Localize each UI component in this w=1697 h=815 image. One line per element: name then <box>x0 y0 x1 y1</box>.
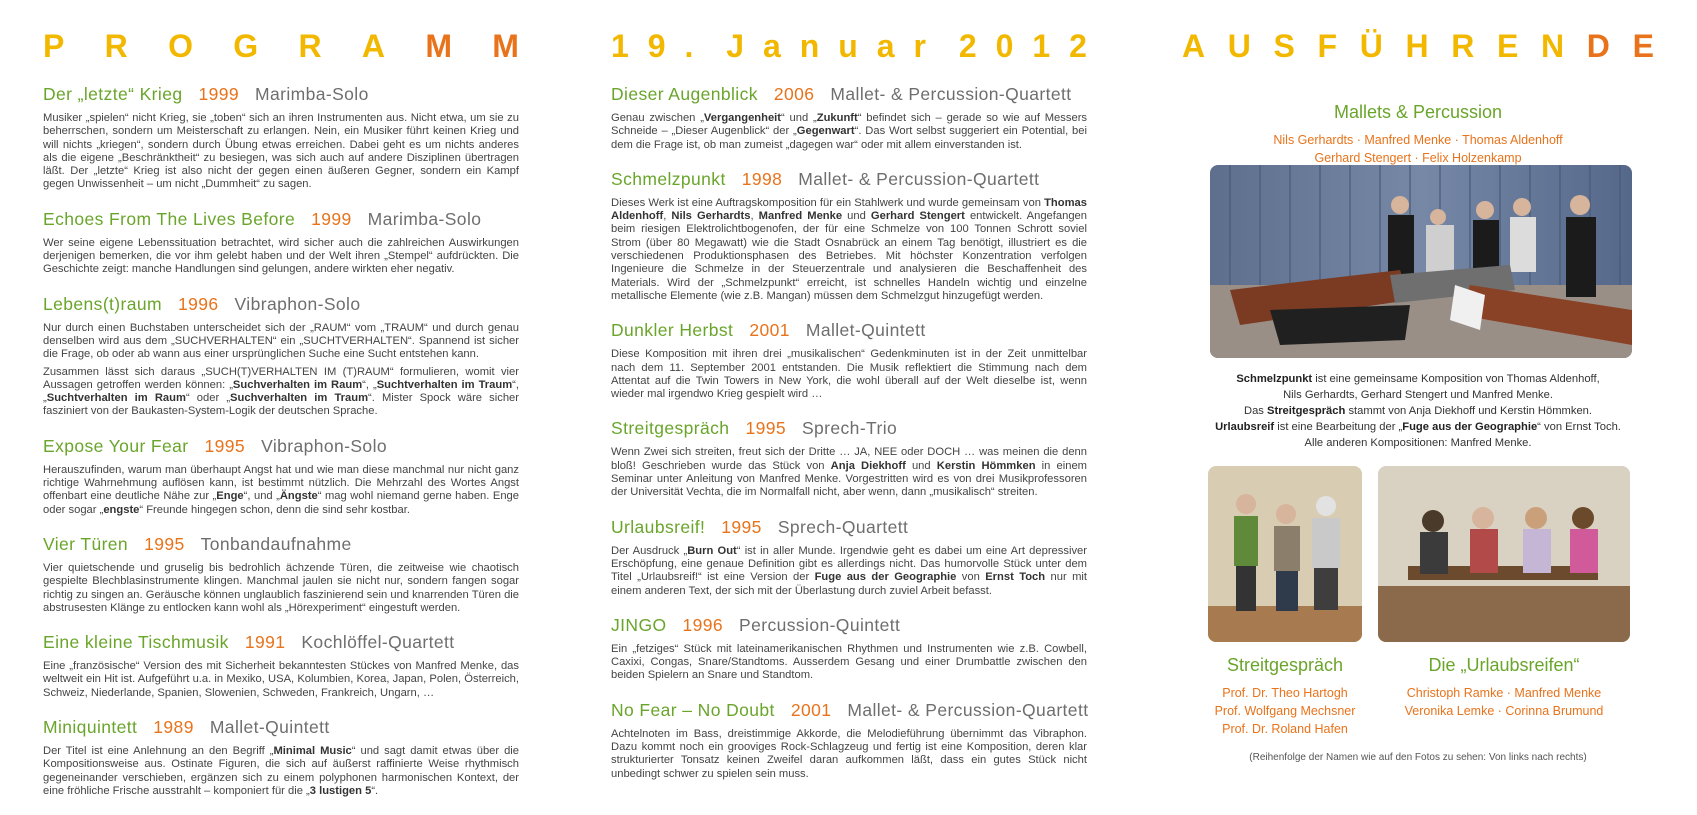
program-entries-middle <box>611 84 1087 781</box>
piece-instrumentation: Vibraphon-Solo <box>261 435 387 456</box>
ensemble-members <box>1182 131 1654 167</box>
heading-letter: a <box>763 28 781 64</box>
piece-year: 1989 <box>153 717 194 738</box>
piece-description: Der Ausdruck „Burn Out“ ist in aller Munde. Irgendwie geht es dabei um eine Art depressiver Erschöpfung, eine genaue Definition gibt es allerdings nicht. Das humorvolle Stück unter dem Titel „Urlaubsreif!“ ist eine Version der Fuge aus der Geographie von Ernst Toch nur mit einem anderen Text, der sich mit der Überlastung durch zuviel Arbeit befasst. <box>611 544 1087 597</box>
heading-letter: P <box>43 28 65 64</box>
piece-year: 2006 <box>773 84 815 104</box>
credit-line: Urlaubsreif ist eine Bearbeitung der „Fuge aus der Geographie“ von Ernst Toch. <box>1215 421 1621 433</box>
credit-line: Das Streitgespräch stammt von Anja Diekhoff und Kerstin Hömmken. <box>1243 405 1592 417</box>
program-entry-title <box>43 209 519 229</box>
program-entry-title <box>43 534 519 554</box>
heading-letter: U <box>1227 28 1251 64</box>
piece-year: 1999 <box>198 84 239 104</box>
ausfuehrende-heading <box>1182 28 1654 72</box>
piece-year: 1996 <box>178 293 219 314</box>
ensemble-title: Mallets & Percussion <box>1333 102 1503 122</box>
heading-letter: R <box>298 28 322 64</box>
piece-instrumentation: Percussion-Quintett <box>739 614 901 635</box>
piece-title: Der „letzte“ Krieg <box>43 84 183 104</box>
piece-description: Wenn Zwei sich streiten, freut sich der Dritte … JA, NEE oder DOCH … was meinen die denn bloß! Geschrieben wurde das Stück von Anja Diekhoff und Kerstin Hömmken in einem Seminar unter Anleitung von Manfred Menke. Vorgestritten wird es von drei Musikprofessoren der Universität Vechta, die im Normalfall nicht, aber wenn, dann „musikalisch“ streiten. <box>611 446 1088 499</box>
program-entry <box>611 700 1087 781</box>
performer-name: Prof. Dr. Theo Hartogh <box>1222 686 1348 700</box>
piece-instrumentation: Mallet-Quintett <box>805 320 926 341</box>
piece-instrumentation: Mallet-Quintett <box>209 717 330 738</box>
ensemble-photo-image <box>1210 165 1632 358</box>
piece-description: Vier quietschende und gruselig bis bedrohlich ächzende Türen, die zeitweise wie chaotisch gespielte Blechblasinstrumente klingen. Manchmal jaulen sie nicht nur, sondern fangen sogar richtig zu singen an. Geräusche können unglaublich faszinierend sein und knarrenden Türen die abstrusesten Klänge zu entlocken kann wohl als „Hörexperiment“ eingestuft werden. <box>43 561 519 614</box>
program-column-left <box>43 28 519 815</box>
program-entry <box>611 418 1087 499</box>
heading-letter: F <box>1317 28 1338 64</box>
program-entry <box>43 632 519 700</box>
piece-year: 2001 <box>749 320 790 341</box>
piece-description: Musiker „spielen“ nicht Krieg, sie „toben“ sich an ihren Instrumenten aus. Nicht etwa, um sie zu beherrschen, sondern um Meisterschaft zu erlangen. Nein, ein Musiker führt keinen Krieg und will nichts „kriegen“, sondern durch Übung etwas erreichen. Dabei geht es um nichts anderes als die eigene „Beschränktheit“ zu besiegen, was sich auch auf andere Disziplinen übertragen läßt. Der „letzte“ Krieg ist also nicht der gegen einen äußeren Gegner, sondern ein Kampf gegen Unwissenheit – um nicht „Dummheit“ zu sagen. <box>43 112 519 191</box>
program-entry-title <box>611 517 1087 537</box>
piece-title: Echoes From The Lives Before <box>43 208 296 229</box>
program-entry-title <box>43 436 519 456</box>
composition-credits <box>1182 371 1654 451</box>
piece-description: Ein „fetziges“ Stück mit lateinamerikanischen Rhythmen und Instrumenten wie z.B. Cowbell, Caxixi, Congas, Snare/Standtoms. Ausserdem Gesang und einer Drumbattle zwischen den beiden Spielern an Snare und Standtom. <box>611 642 1087 682</box>
piece-year: 2001 <box>790 699 832 720</box>
piece-description: Der Titel ist eine Anlehnung an den Begriff „Minimal Music“ und sagt damit etwas über die Kompositionsweise aus. Ostinate Figuren, die sich auf äußerst raffinierte Weise rhythmisch gegeneinander verschieben, ergänzen sich zu einem polyphonen harmonischen Kontext, der eine fröhliche Frische ausstrahlt – komponiert für die „3 lustigen 5“. <box>43 745 520 797</box>
piece-title: Dieser Augenblick <box>611 84 758 104</box>
program-entry-title <box>611 615 1087 635</box>
piece-description: Zusammen lässt sich daraus „SUCH(T)VERHALTEN IM (T)RAUM“ formulieren, womit vier Aussagen getroffen werden können: „Suchverhalten im Raum“, „Suchtverhalten im Traum“, „Suchtverhalten im Raum“ oder „Suchverhalten im Traum“. Mister Spock wäre sicher fasziniert von der Baukasten-System-Logik der deutschen Sprache. <box>43 365 519 418</box>
piece-year: 1995 <box>721 516 762 537</box>
piece-year: 1995 <box>144 533 185 554</box>
piece-title: No Fear – No Doubt <box>611 699 775 720</box>
performers-column <box>1182 28 1654 167</box>
date-heading <box>611 28 1087 72</box>
heading-letter: A <box>1182 28 1206 64</box>
program-entry-title <box>611 169 1087 189</box>
piece-year: 1996 <box>682 614 724 635</box>
program-entry <box>43 717 519 798</box>
heading-letter: 9 <box>647 28 666 64</box>
piece-description: Dieses Werk ist eine Auftragskomposition für ein Stahlwerk und wurde gemeinsam von Thomas Aldenhoff, Nils Gerhardts, Manfred Menke und Gerhard Stengert entwickelt. Angefangen beim riesigen Elektrolichtbogenofen, der für eine Schmelze von 100 Tonnen Schrott soviel Strom (über 80 Megawatt) wie die Stadt Osnabrück an einem Tag benötigt, illustriert es die verschiedenen Produktionsphasen des Betriebes. Mit höchster Konzentration verfolgen Ingenieure die Schmelze in der Steuerzentrale und analysieren die Beschaffenheit des Materials. Wird der „Schmelzpunkt“ erreicht, ist schnelles Handeln wichtig und einzelne metallische Elemente (wie z.B. Mangan) müssen dem Schmelzgut hinzugefügt werden. <box>611 196 1087 302</box>
heading-letter: M <box>492 28 519 64</box>
heading-letter: . <box>684 28 694 64</box>
heading-letter: M <box>425 28 452 64</box>
piece-title: Streitgespräch <box>611 418 730 439</box>
streitgespraech-caption <box>1193 655 1377 738</box>
credit-line: Schmelzpunkt ist eine gemeinsame Komposition von Thomas Aldenhoff, <box>1236 373 1600 385</box>
heading-letter: D <box>1586 28 1610 64</box>
piece-title: Urlaubsreif! <box>611 516 706 537</box>
piece-description: Diese Komposition mit ihren drei „musikalischen“ Gedenkminuten ist in der Zeit unmittelbar nach dem 11. September 2001 entstanden. Die Musik reflektiert die Stimmung nach dem Attentat auf die Twin Towers in New York, die wohl überall auf der Welt dieselbe ist, wenn wieder mal irgendwo Krieg gespielt wird … <box>611 348 1087 401</box>
performer-name: Prof. Wolfgang Mechsner <box>1214 704 1356 718</box>
performer-name: Prof. Dr. Roland Hafen <box>1222 722 1348 736</box>
piece-instrumentation: Mallet- & Percussion-Quartett <box>830 84 1072 104</box>
heading-letter: r <box>913 28 926 64</box>
piece-title: Eine kleine Tischmusik <box>43 632 229 653</box>
credit-line: Nils Gerhardts, Gerhard Stengert und Manfred Menke. <box>1283 389 1553 401</box>
program-entry <box>611 320 1087 401</box>
piece-title: Lebens(t)raum <box>43 293 163 314</box>
program-entries-left <box>43 84 519 798</box>
performer-name: Christoph Ramke · Manfred Menke <box>1406 686 1602 700</box>
piece-instrumentation: Tonbandaufnahme <box>200 533 352 554</box>
heading-letter: E <box>1497 28 1519 64</box>
heading-letter: 0 <box>995 28 1014 64</box>
piece-description: Nur durch einen Buchstaben unterscheidet sich der „RAUM“ vom „TRAUM“ und durch genau denselben wird aus dem „SUCHVERHALTEN“ ein „SUCHTVERHALTEN“. Spannend ist sicher die Frage, ob oder ab wann aus einer ursprünglichen Suche eine Sucht entstehen kann. <box>43 321 519 361</box>
heading-letter: A <box>361 28 386 64</box>
credit-line: Alle anderen Kompositionen: Manfred Menke. <box>1304 437 1532 449</box>
piece-year: 1991 <box>244 632 286 653</box>
urlaubsreifen-photo-image <box>1378 466 1630 642</box>
program-entry <box>43 84 519 192</box>
piece-description: Eine „französische“ Version des mit Sicherheit bekanntesten Stückes von Manfred Menke, das weltweit ein Hit ist. Aufgeführt u.a. in Mexiko, USA, Kolumbien, Korea, Japan, Polen, Österreich, Schweiz, Niederlande, Spanien, Slowenien, Schweden, Frankreich, Ungarn, … <box>43 660 519 699</box>
program-entry-title <box>611 700 1087 720</box>
piece-description: Achtelnoten im Bass, dreistimmige Akkorde, die Melodieführung übernimmt das Vibraphon. Dazu kommt noch ein grooviges Rock-Schlagzeug und fertig ist eine Komposition, deren klar strukturierter Tonsatz keinen Zweifel daran aufkommen läßt, dass ein gutes Stück nicht unbedingt schwer zu spielen sein muss. <box>611 727 1087 780</box>
program-entry-title <box>611 418 1087 438</box>
program-entry <box>611 84 1087 152</box>
piece-title: Schmelzpunkt <box>611 168 726 189</box>
piece-instrumentation: Marimba-Solo <box>367 208 482 229</box>
heading-letter: O <box>168 28 193 64</box>
program-entry-title <box>43 717 519 737</box>
program-entry <box>611 615 1087 683</box>
heading-letter: H <box>1405 28 1429 64</box>
streitgespraech-names <box>1193 684 1377 738</box>
piece-instrumentation: Mallet- & Percussion-Quartett <box>798 168 1040 189</box>
program-entry <box>611 517 1087 598</box>
performer-name: Veronika Lemke · Corinna Brumund <box>1404 704 1604 718</box>
piece-year: 1995 <box>745 418 786 439</box>
piece-instrumentation: Mallet- & Percussion-Quartett <box>847 699 1089 720</box>
program-entry <box>611 169 1087 303</box>
piece-description: Wer seine eigene Lebenssituation betrachtet, wird sicher auch die zahlreichen Auswirkungen derjenigen bemerken, die vor ihm gelebt haben und der Welt ihren „Stempel“ aufdrückten. Die Geschichte zeigt: manche Handlungen sind gelungen, andere wirkten eher negativ. <box>43 236 519 276</box>
heading-letter: 1 <box>611 28 629 64</box>
heading-letter: 2 <box>1069 28 1087 64</box>
piece-year: 1999 <box>311 208 352 229</box>
program-entry-title <box>43 84 519 104</box>
program-entry-title <box>43 632 519 652</box>
streitgespraech-photo-image <box>1208 466 1362 642</box>
piece-instrumentation: Sprech-Quartett <box>777 516 909 537</box>
piece-description: Herauszufinden, warum man überhaupt Angst hat und wie man diese manchmal nur nicht ganz richtige Wahrnehmung auflösen kann, ist bestimmt nützlich. Die Mehrzahl des Wortes Angst offenbart eine deutliche Nähe zur „Enge“, und „Ängste“ mag wohl niemand gerne haben. Enge oder sogar „engste“ Freunde hingegen schon, denn die sind sehr kostbar. <box>43 463 519 516</box>
heading-letter: a <box>876 28 895 64</box>
program-entry-title <box>611 84 1087 104</box>
streitgespraech-title: Streitgespräch <box>1226 655 1344 675</box>
piece-title: Dunkler Herbst <box>611 320 734 341</box>
program-entry <box>43 534 519 615</box>
piece-title: Miniquintett <box>43 717 138 738</box>
heading-letter: J <box>726 28 745 64</box>
piece-title: Expose Your Fear <box>43 435 189 456</box>
heading-letter: R <box>1451 28 1475 64</box>
piece-instrumentation: Kochlöffel-Quartett <box>301 632 455 653</box>
heading-letter: S <box>1273 28 1295 64</box>
heading-letter: 1 <box>1032 28 1051 64</box>
piece-instrumentation: Marimba-Solo <box>255 84 369 104</box>
program-entry <box>43 294 519 419</box>
urlaubsreifen-caption <box>1378 655 1630 720</box>
ensemble-members-line: Gerhard Stengert · Felix Holzenkamp <box>1314 151 1522 165</box>
urlaubsreifen-photo <box>1378 466 1630 642</box>
piece-instrumentation: Sprech-Trio <box>801 418 898 439</box>
piece-title: JINGO <box>611 614 667 635</box>
program-entry-title <box>611 320 1087 340</box>
photo-order-note: (Reihenfolge der Namen wie auf den Fotos zu sehen: Von links nach rechts) <box>1249 752 1587 763</box>
heading-letter: 2 <box>958 28 977 64</box>
heading-letter: E <box>1632 28 1654 64</box>
heading-letter: G <box>233 28 259 64</box>
piece-instrumentation: Vibraphon-Solo <box>234 293 361 314</box>
heading-letter: u <box>838 28 858 64</box>
piece-title: Vier Türen <box>43 533 129 554</box>
heading-letter: Ü <box>1359 28 1383 64</box>
programm-heading <box>43 28 519 72</box>
piece-year: 1998 <box>741 168 783 189</box>
streitgespraech-photo <box>1208 466 1362 642</box>
program-entry <box>43 436 519 517</box>
program-column-middle <box>611 28 1087 798</box>
urlaubsreifen-names <box>1378 684 1630 720</box>
piece-year: 1995 <box>204 435 246 456</box>
ensemble-members-line: Nils Gerhardts · Manfred Menke · Thomas Aldenhoff <box>1273 133 1563 147</box>
program-entry <box>43 209 519 277</box>
urlaubsreifen-title: Die „Urlaubsreifen“ <box>1428 655 1580 675</box>
heading-letter: N <box>1541 28 1565 64</box>
heading-letter: R <box>104 28 128 64</box>
program-entry-title <box>43 294 519 314</box>
piece-description: Genau zwischen „Vergangenheit“ und „Zukunft“ befindet sich – gerade so wie auf Messers Schneide – „Dieser Augenblick“ der „Gegenwart“. Das Wort selbst suggeriert ein Potential, bei dem die Frage ist, ob man zumeist „dagegen war“ oder mit allem einverstanden ist. <box>611 112 1088 151</box>
ensemble-photo <box>1210 165 1632 358</box>
heading-letter: n <box>799 28 820 64</box>
